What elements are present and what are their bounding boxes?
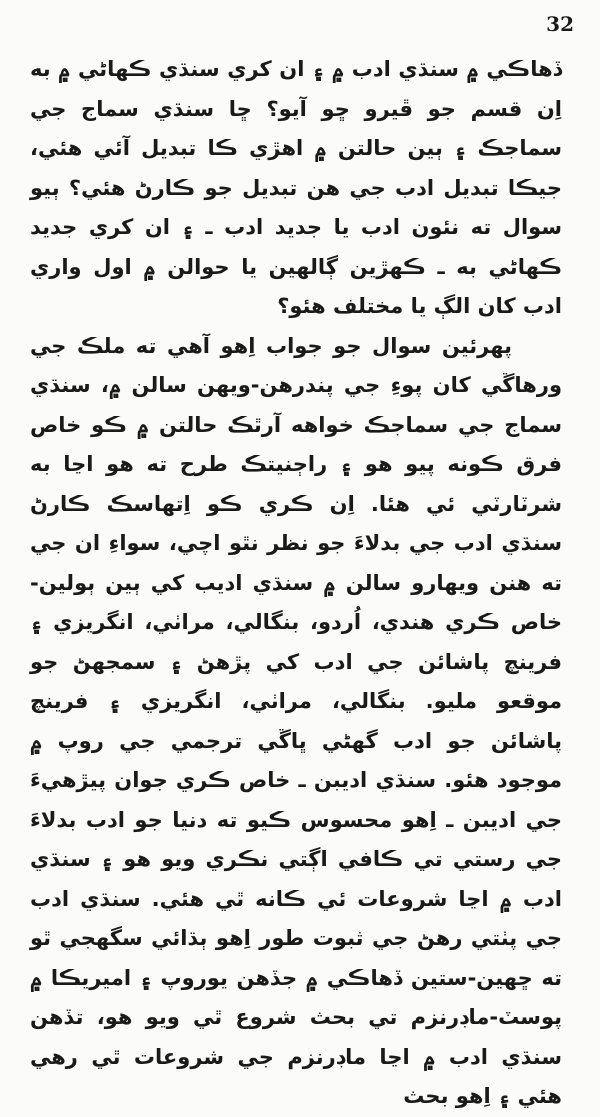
paragraph: ڏهاڪي ۾ سنڌي ادب ۾ ۽ ان کري سنڌي ڪهاڻي ۾ به اِن قسم جو ڦيرو ڇو آيو؟ ڇا سنڌي سماج جي سماجڪ ۽ ٻين حالتن ۾ اهڙي ڪا تبديل آئي هئي، جيڪا تبديل ادب جي هن تبديل جو ڪارڻ هئي؟ ٻيو سوال ته نئون ادب يا جديد ادب ـ ۽ ان کري جديد ڪهاڻي به ـ ڪهڙين ڳالهين يا حوالن ۾ اول واري ادب کان الڳ يا مختلف هئو؟: [30, 57, 562, 318]
page-number: 32: [546, 12, 574, 36]
page-text: [30, 50, 562, 1117]
paragraph: پهرئين سوال جو جواب اِهو آهي ته ملڪ جي ورهاڱي کان پوءِ جي پندرهن-ويهن سالن ۾، سنڌي سماج جي سماجڪ خواهه آرٿڪ حالتن ۾ ڪو خاص فرق ڪونه پيو هو ۽ راڄنيتڪ طرح ته هو اڃا به شرٽارٽي ئي هئا. اِن ڪري ڪو اِتهاسڪ ڪارڻ سنڌي ادب جي بدلاءَ جو نظر نٿو اچي، سواءِ ان جي ته هنن ويهارو سالن ۾ سنڌي اديب کي ٻين ٻولين- خاص ڪري هندي، اُردو، بنگالي، مراٺي، انگريزي ۽ فرينچ پاشائن جي ادب کي پڙهڻ ۽ سمجهڻ جو موقعو مليو. بنگالي، مراٺي، انگريزي ۽ فرينچ پاشائن جو ادب گهڻي ڀاڱي ترجمي جي روپ ۾ موجود هئو. سنڌي اديبن ـ خاص ڪري جوان پيڙهيءَ جي اديبن ـ اِهو محسوس ڪيو ته دنيا جو ادب بدلاءَ جي رستي تي ڪافي اڳتي نڪري ويو هو ۽ سنڌي ادب ۾ اڃا شروعات ئي ڪانه ٿي هئي. سنڌي ادب جي پٺتي رهڻ جي ثبوت طور اِهو ٻڌائي سگهجي ٿو ته ڇهين-ستين ڏهاڪي ۾ جڏهن يوروپ ۽ اميريڪا ۾ پوسٽ-ماڊرنزم تي بحث شروع ٿي ويو هو، تڏهن سنڌي ادب ۾ اڃا ماڊرنزم جي شروعات ٿي رهي هئي ۽ اِهو بحث: [30, 333, 562, 1108]
